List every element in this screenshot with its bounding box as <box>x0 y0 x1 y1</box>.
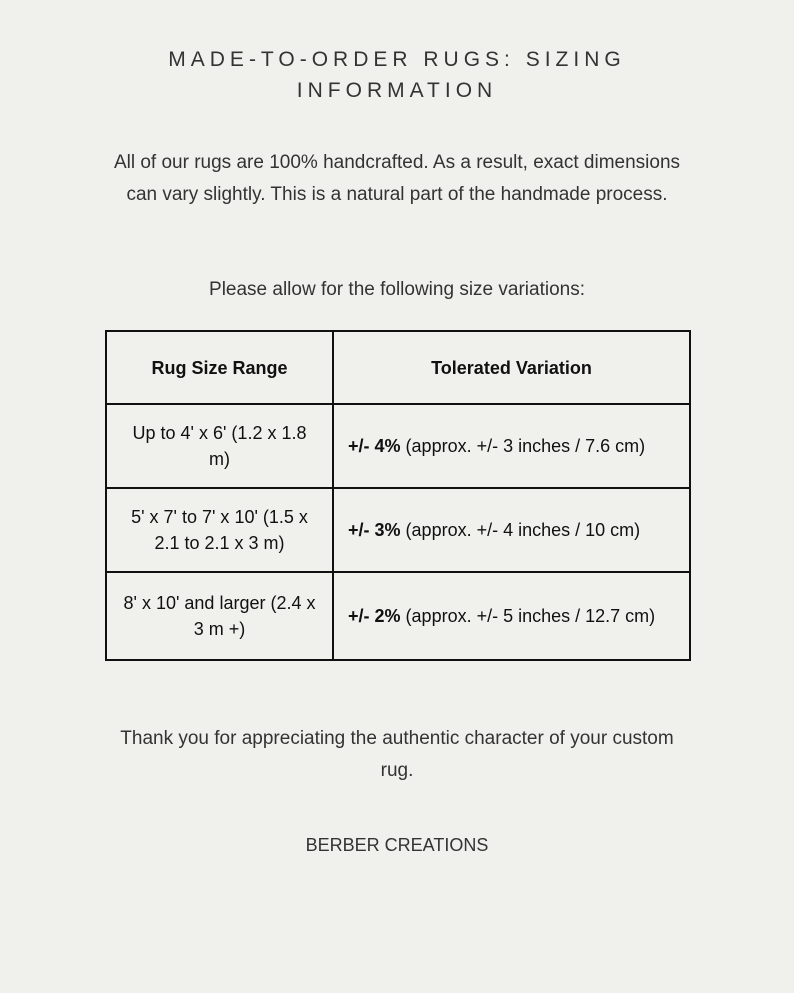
header-rug-size-range: Rug Size Range <box>106 331 333 404</box>
table-row <box>106 404 690 488</box>
variation-cell <box>333 572 690 660</box>
table-row <box>106 572 690 660</box>
allowance-note: Please allow for the following size variations: <box>209 279 585 300</box>
variation-approx: (approx. +/- 5 inches / 12.7 cm) <box>405 606 656 626</box>
table-header-row <box>106 331 690 404</box>
variation-approx: (approx. +/- 3 inches / 7.6 cm) <box>405 436 646 456</box>
brand-signature: BERBER CREATIONS <box>305 835 489 855</box>
table-row <box>106 488 690 572</box>
page-title: MADE-TO-ORDER RUGS: SIZING INFORMATION <box>168 48 626 102</box>
size-range-cell: Up to 4' x 6' (1.2 x 1.8 m) <box>106 404 333 488</box>
variation-percent: +/- 4% <box>348 436 401 456</box>
variation-percent: +/- 3% <box>348 520 401 540</box>
variation-cell <box>333 488 690 572</box>
variation-percent: +/- 2% <box>348 606 401 626</box>
size-range-cell: 8' x 10' and larger (2.4 x 3 m +) <box>106 572 333 660</box>
variation-approx: (approx. +/- 4 inches / 10 cm) <box>405 520 641 540</box>
header-tolerated-variation: Tolerated Variation <box>333 331 690 404</box>
size-variation-table <box>105 330 691 661</box>
thank-you-note: Thank you for appreciating the authentic character of your custom rug. <box>120 728 674 781</box>
variation-cell <box>333 404 690 488</box>
size-range-cell: 5' x 7' to 7' x 10' (1.5 x 2.1 to 2.1 x 3 m) <box>106 488 333 572</box>
intro-paragraph: All of our rugs are 100% handcrafted. As a result, exact dimensions can vary slightly. This is a natural part of the handmade process. <box>113 152 681 205</box>
